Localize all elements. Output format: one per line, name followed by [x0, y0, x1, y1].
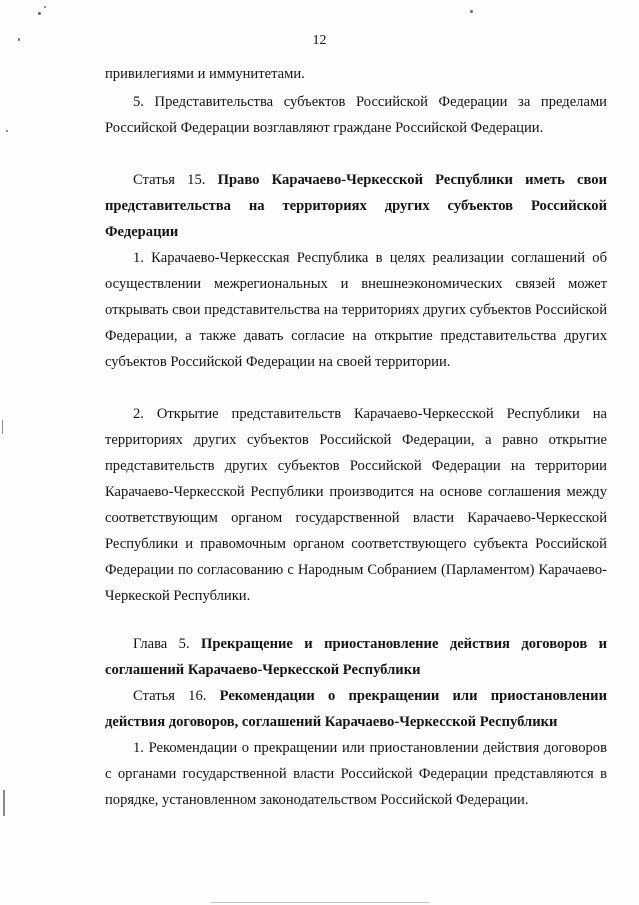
- scan-speck: [6, 130, 8, 132]
- paragraph-text: 5. Представительства субъектов Российской Федерации за пределами Российской Федерации возглавляют граждане Российской Федерации.: [105, 94, 607, 136]
- article-heading: [105, 683, 607, 735]
- chapter-5-heading: [105, 631, 607, 683]
- scan-speck: [18, 38, 20, 41]
- page-number: 12: [312, 33, 327, 48]
- chapter-prefix: Глава 5.: [133, 636, 190, 652]
- paragraph-text: 1. Рекомендации о прекращении или приостановлении действия договоров с органами государственной власти Российской Федерации представляются в порядке, установленном законодательством Российской Федерации.: [105, 740, 607, 808]
- scan-edge-mark: [210, 902, 430, 903]
- scan-speck: [44, 6, 46, 8]
- paragraph-text: 2. Открытие представительств Карачаево-Черкесской Республики на территориях других субъектов Российской Федерации, а равно открытие представительств других субъектов Российской Федерации на территории Карачаево-Черкесской Республики производится на основе соглашения между соответствующим органом государственной власти Карачаево-Черкесской Республики и правомочным органом соответствующего субъекта Российской Федерации по согласованию с Народным Собранием (Парламентом) Карачаево-Черкеской Республики.: [105, 406, 607, 604]
- article-prefix: Статья 16.: [133, 688, 207, 704]
- paragraph-continuation: [105, 61, 607, 87]
- chapter-heading: [105, 631, 607, 683]
- article-heading: [105, 167, 607, 245]
- paragraph-text: привилегиями и иммунитетами.: [105, 66, 305, 82]
- article-15-heading: [105, 167, 607, 245]
- article-16-heading: [105, 683, 607, 735]
- scan-speck: [470, 10, 473, 13]
- article-title: Право Карачаево-Черкесской Республики иметь свои представительства на территориях других субъектов Российской Федерации: [105, 172, 607, 240]
- article-prefix: Статья 15.: [133, 172, 206, 188]
- chapter-title: Прекращение и приостановление действия договоров и соглашений Карачаево-Черкесской Республики: [105, 636, 608, 678]
- scan-speck: [38, 12, 41, 15]
- article-15-paragraph-1: [105, 245, 607, 375]
- article-title: Рекомендации о прекращении или приостановлении действия договоров, соглашений Карачаево-Черкесской Республики: [105, 688, 607, 730]
- scan-edge-mark: [2, 420, 3, 434]
- article-16-paragraph-1: [105, 735, 607, 813]
- paragraph-text: 1. Карачаево-Черкесская Республика в целях реализации соглашений об осуществлении межрегиональных и внешнеэкономических связей может открывать свои представительства на территориях других субъектов Российской Федерации, а также давать согласие на открытие представительства других субъектов Российской Федерации на своей территории.: [105, 250, 608, 370]
- article-15-paragraph-2: [105, 401, 607, 609]
- paragraph-5: [105, 89, 607, 141]
- scan-edge-mark: [3, 790, 5, 816]
